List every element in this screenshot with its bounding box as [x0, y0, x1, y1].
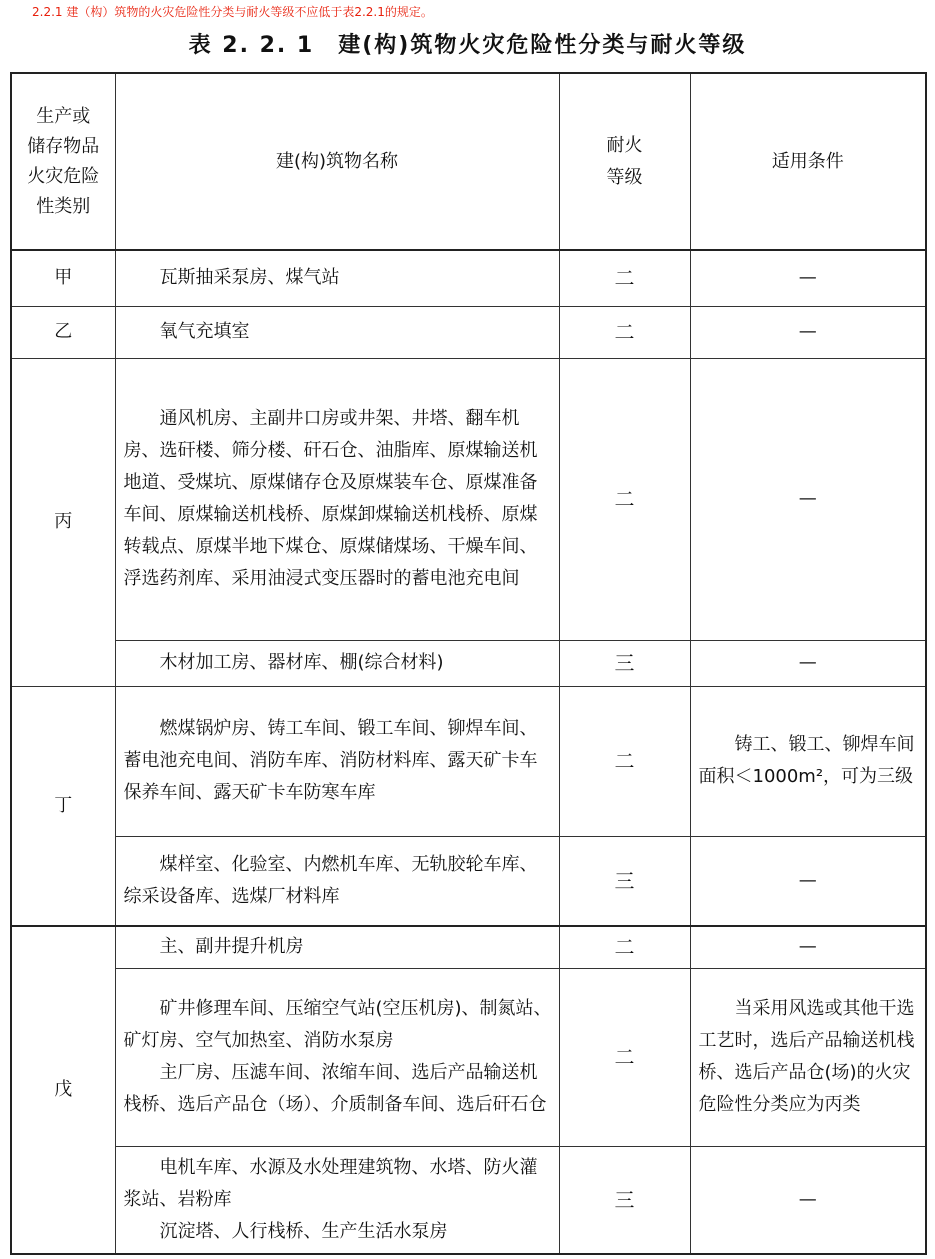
building-name-text: 煤样室、化验室、内燃机车库、无轨胶轮车库、综采设备库、选煤厂材料库 [123, 853, 538, 907]
grade-cell: 二 [559, 968, 690, 1146]
grade-cell: 三 [559, 836, 690, 926]
condition-cell: — [690, 250, 926, 306]
header-name: 建(构)筑物名称 [115, 73, 559, 250]
table-row [11, 968, 926, 1146]
condition-cell: — [690, 1146, 926, 1254]
building-name-cell [115, 968, 559, 1146]
building-name-text: 主、副井提升机房 [159, 936, 304, 958]
building-name-text: 瓦斯抽采泵房、煤气站 [159, 267, 340, 289]
table-row [11, 836, 926, 926]
condition-cell [690, 968, 926, 1146]
table-row [11, 250, 926, 306]
building-name-text: 电机车库、水源及水处理建筑物、水塔、防火灌浆站、岩粉库 [123, 1156, 538, 1210]
header-category [11, 73, 115, 250]
building-name-cell [115, 250, 559, 306]
condition-text: 当采用风选或其他干选工艺时，选后产品输送机栈桥、选后产品仓(场)的火灾危险性分类应为丙类 [698, 998, 915, 1115]
building-name-cell [115, 926, 559, 968]
grade-cell: 二 [559, 926, 690, 968]
table-row [11, 686, 926, 836]
building-name-text: 燃煤锅炉房、铸工车间、锻工车间、铆焊车间、蓄电池充电间、消防车库、消防材料库、露天矿卡车保养车间、露天矿卡车防寒车库 [123, 718, 538, 803]
header-category-line: 储存物品 [27, 135, 100, 157]
building-name-cell [115, 1146, 559, 1254]
table-row [11, 926, 926, 968]
building-name-cell [115, 686, 559, 836]
building-name-cell [115, 836, 559, 926]
header-grade-line: 等级 [606, 166, 643, 188]
category-cell: 丁 [11, 686, 115, 926]
table-header-row [11, 73, 926, 250]
grade-cell: 二 [559, 306, 690, 358]
category-cell: 丙 [11, 358, 115, 686]
building-name-text: 主厂房、压滤车间、浓缩车间、选后产品输送机栈桥、选后产品仓（场）、介质制备车间、选后矸石仓 [123, 1062, 547, 1115]
header-category-line: 性类别 [36, 195, 91, 217]
table-row [11, 640, 926, 686]
building-name-cell [115, 640, 559, 686]
building-name-text: 氧气充填室 [159, 321, 250, 342]
condition-cell: — [690, 306, 926, 358]
table-title: 表 2. 2. 1 建(构)筑物火灾危险性分类与耐火等级 [188, 33, 747, 58]
grade-cell: 三 [559, 1146, 690, 1254]
building-name-cell [115, 358, 559, 640]
building-name-text: 矿井修理车间、压缩空气站(空压机房)、制氮站、矿灯房、空气加热室、消防水泵房 [123, 998, 552, 1051]
table-row [11, 1146, 926, 1254]
header-grade [559, 73, 690, 250]
building-name-text: 通风机房、主副井口房或井架、井塔、翻车机房、选矸楼、筛分楼、矸石仓、油脂库、原煤输送机地道、受煤坑、原煤储存仓及原煤装车仓、原煤准备车间、原煤输送机栈桥、原煤卸煤输送机栈桥、原煤转载点、原煤半地下煤仓、原煤储煤场、干燥车间、浮选药剂库、采用油浸式变压器时的蓄电池充电间 [123, 408, 538, 589]
condition-cell: — [690, 926, 926, 968]
building-name-text: 木材加工房、器材库、棚(综合材料) [159, 652, 444, 673]
grade-cell: 二 [559, 358, 690, 640]
grade-cell: 三 [559, 640, 690, 686]
header-grade-line: 耐火 [606, 134, 643, 156]
condition-cell [690, 686, 926, 836]
grade-cell: 二 [559, 250, 690, 306]
category-cell: 乙 [11, 306, 115, 358]
category-cell: 戊 [11, 926, 115, 1254]
building-name-cell [115, 306, 559, 358]
fire-rating-table [10, 72, 927, 1255]
condition-cell: — [690, 358, 926, 640]
condition-cell: — [690, 640, 926, 686]
category-cell: 甲 [11, 250, 115, 306]
grade-cell: 二 [559, 686, 690, 836]
header-category-line: 生产或 [36, 105, 91, 127]
condition-cell: — [690, 836, 926, 926]
intro-text: 2.2.1 建（构）筑物的火灾危险性分类与耐火等级不应低于表2.2.1的规定。 [32, 5, 433, 19]
table-row [11, 358, 926, 640]
header-category-line: 火灾危险 [27, 165, 100, 187]
condition-text: 铸工、锻工、铆焊车间面积＜1000m²，可为三级 [698, 734, 915, 787]
header-condition: 适用条件 [690, 73, 926, 250]
table-row [11, 306, 926, 358]
building-name-text: 沉淀塔、人行栈桥、生产生活水泵房 [159, 1220, 448, 1242]
